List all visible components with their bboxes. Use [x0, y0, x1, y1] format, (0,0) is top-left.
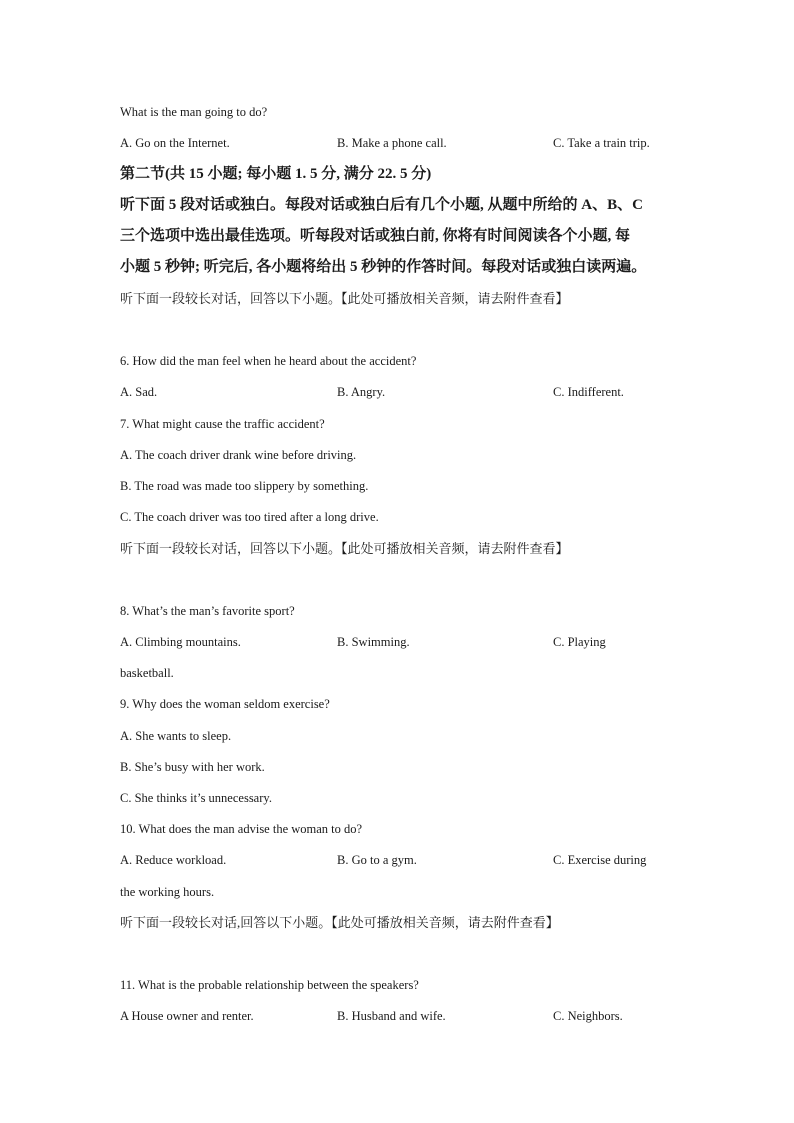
q7-option-c: C. The coach driver was too tired after a long drive.: [120, 510, 379, 524]
question-9: 9. Why does the woman seldom exercise?: [120, 697, 330, 711]
q5-option-a: A. Go on the Internet.: [120, 136, 230, 150]
q8-option-a: A. Climbing mountains.: [120, 635, 241, 649]
question-7: 7. What might cause the traffic accident?: [120, 417, 325, 431]
question-8: 8. What’s the man’s favorite sport?: [120, 604, 295, 618]
q10-option-b: B. Go to a gym.: [337, 853, 417, 867]
q7-option-b: B. The road was made too slippery by something.: [120, 479, 369, 493]
q9-option-a: A. She wants to sleep.: [120, 729, 232, 743]
q7-option-a: A. The coach driver drank wine before driving.: [120, 448, 357, 462]
q6-option-a: A. Sad.: [120, 385, 158, 399]
q11-option-b: B. Husband and wife.: [337, 1009, 446, 1023]
q5-option-b: B. Make a phone call.: [337, 136, 447, 150]
q11-option-a: A House owner and renter.: [120, 1009, 254, 1023]
q6-option-c: C. Indifferent.: [553, 385, 624, 399]
question-11: 11. What is the probable relationship between the speakers?: [120, 978, 419, 992]
section-2-instruction-line-3: 小题 5 秒钟; 听完后, 各小题将给出 5 秒钟的作答时间。每段对话或独白读两遍。: [120, 259, 647, 275]
q8-option-c: C. Playing: [553, 635, 606, 649]
dialogue-2-prompt: 听下面一段较长对话，回答以下小题。【此处可播放相关音频，请去附件查看】: [120, 541, 569, 556]
q10-option-c: C. Exercise during: [553, 853, 647, 867]
question-5: What is the man going to do?: [120, 105, 268, 119]
q11-option-c: C. Neighbors.: [553, 1009, 623, 1023]
q10-option-a: A. Reduce workload.: [120, 853, 227, 867]
section-2-instruction-line-2: 三个选项中选出最佳选项。听每段对话或独白前, 你将有时间阅读各个小题, 每: [120, 228, 631, 244]
q8-option-c-continuation: basketball.: [120, 666, 174, 680]
q8-option-b: B. Swimming.: [337, 635, 410, 649]
dialogue-1-prompt: 听下面一段较长对话，回答以下小题。【此处可播放相关音频，请去附件查看】: [120, 291, 569, 306]
q9-option-b: B. She’s busy with her work.: [120, 760, 265, 774]
question-6: 6. How did the man feel when he heard about the accident?: [120, 354, 417, 368]
q10-option-c-continuation: the working hours.: [120, 885, 215, 899]
q6-option-b: B. Angry.: [337, 385, 386, 399]
dialogue-3-prompt: 听下面一段较长对话,回答以下小题。【此处可播放相关音频，请去附件查看】: [120, 915, 559, 930]
q9-option-c: C. She thinks it’s unnecessary.: [120, 791, 272, 805]
question-10: 10. What does the man advise the woman to do?: [120, 822, 363, 836]
q5-option-c: C. Take a train trip.: [553, 136, 650, 150]
section-2-header: 第二节(共 15 小题; 每小题 1. 5 分, 满分 22. 5 分): [120, 166, 432, 182]
section-2-instruction-line-1: 听下面 5 段对话或独白。每段对话或独白后有几个小题, 从题中所给的 A、B、C: [120, 197, 643, 213]
